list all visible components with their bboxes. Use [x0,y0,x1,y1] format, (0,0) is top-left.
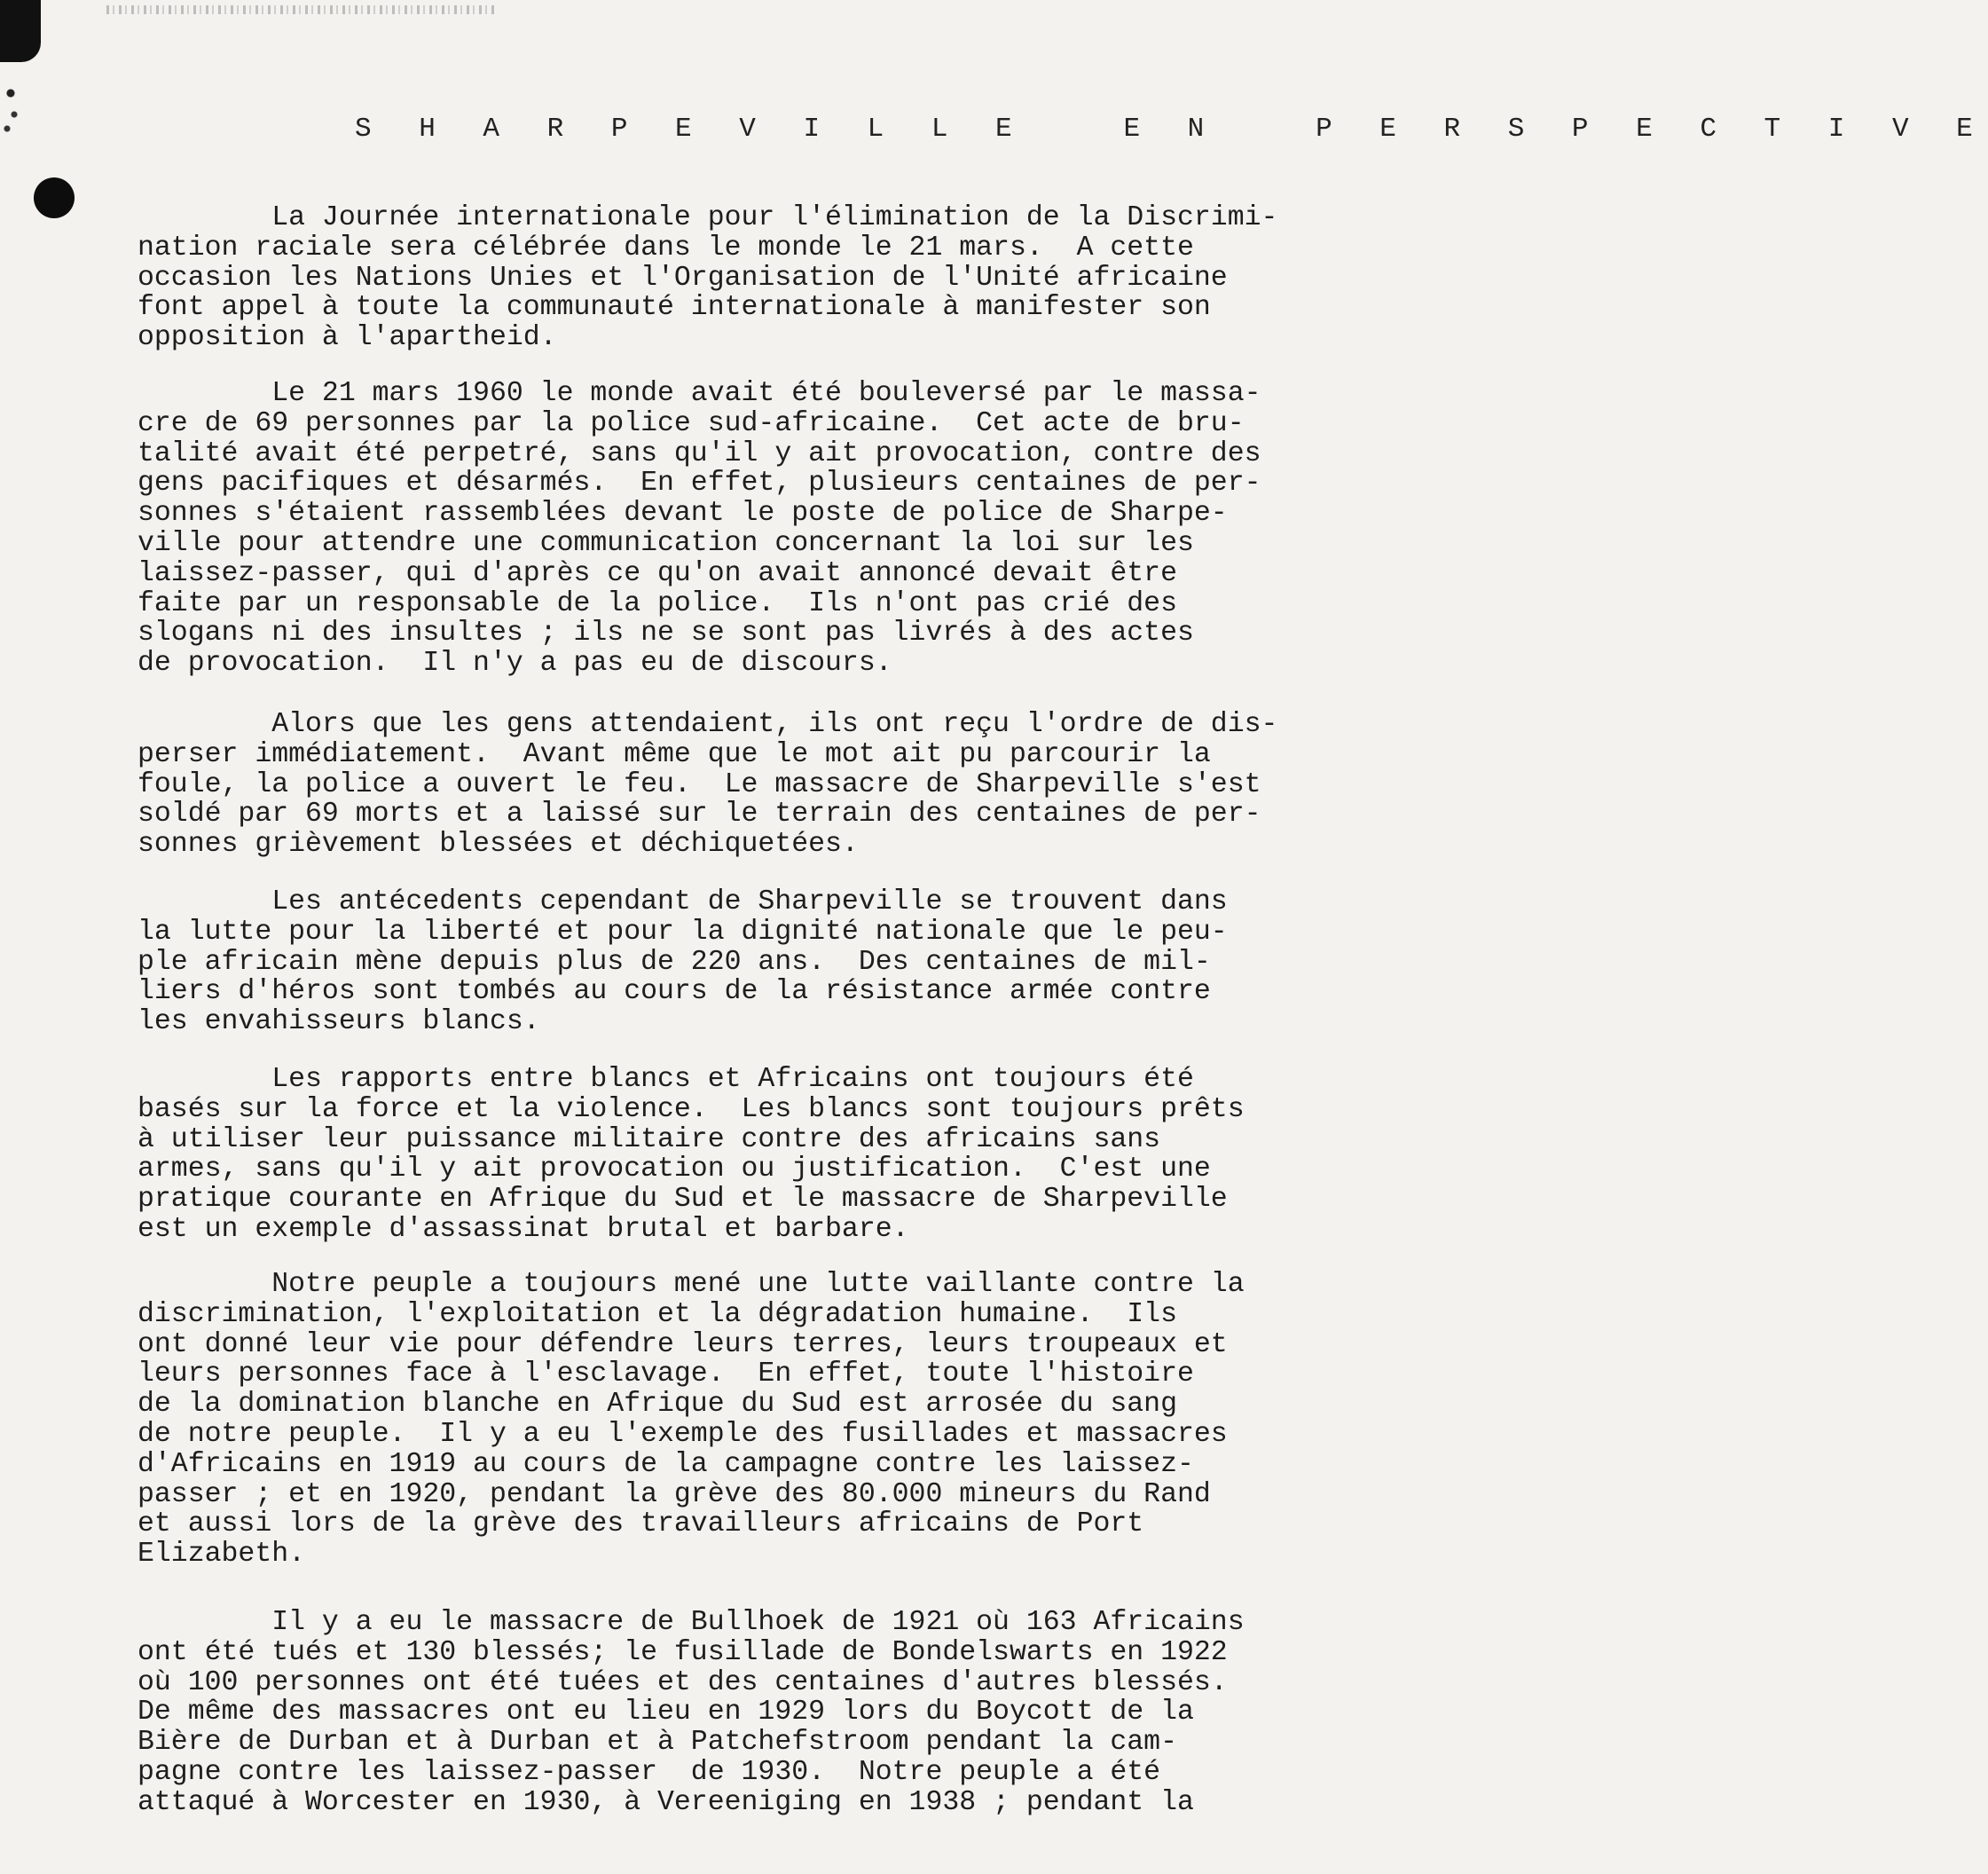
paragraph-line: De même des massacres ont eu lieu en 1929 lors du Boycott de la [138,1697,1194,1728]
punch-hole [34,177,75,218]
scan-artifact-strip [106,5,497,14]
paragraph-line: Le 21 mars 1960 le monde avait été bouleversé par le massa- [138,378,1261,409]
paragraph-line: opposition à l'apartheid. [138,322,557,354]
paragraph-line: où 100 personnes ont été tuées et des centaines d'autres blessés. [138,1666,1228,1698]
paragraph-line: attaqué à Worcester en 1930, à Vereeniging en 1938 ; pendant la [138,1786,1194,1818]
paragraph-1 [138,203,1379,353]
paragraph-line: ont été tués et 130 blessés; le fusillade de Bondelswarts en 1922 [138,1636,1228,1668]
paragraph-3 [138,710,1379,860]
paragraph-line: ont donné leur vie pour défendre leurs terres, leurs troupeaux et [138,1328,1228,1360]
paragraph-line: de la domination blanche en Afrique du Sud est arrosée du sang [138,1389,1177,1421]
paragraph-line: La Journée internationale pour l'élimination de la Discrimi- [138,202,1278,233]
paragraph-line: les envahisseurs blancs. [138,1006,540,1038]
paragraph-line: passer ; et en 1920, pendant la grève des 80.000 mineurs du Rand [138,1478,1211,1510]
paragraph-line: la lutte pour la liberté et pour la dignité nationale que le peu- [138,916,1228,948]
scan-artifact [0,0,41,62]
paragraph-line: Il y a eu le massacre de Bullhoek de 1921 où 163 Africains [138,1607,1245,1638]
paragraph-line: Les rapports entre blancs et Africains ont toujours été [138,1064,1194,1095]
paragraph-4 [138,887,1379,1037]
paragraph-line: de notre peuple. Il y a eu l'exemple des fusillades et massacres [138,1418,1228,1450]
paragraph-line: laissez-passer, qui d'après ce qu'on avait annoncé devait être [138,557,1177,589]
scan-artifact-dots [2,84,27,138]
paragraph-line: talité avait été perpetré, sans qu'il y ait provocation, contre des [138,437,1261,469]
paragraph-line: faite par un responsable de la police. Ils n'ont pas crié des [138,587,1177,619]
paragraph-line: Notre peuple a toujours mené une lutte vaillante contre la [138,1269,1245,1300]
paragraph-line: à utiliser leur puissance militaire contre des africains sans [138,1123,1161,1155]
paragraph-line: de provocation. Il n'y a pas eu de discours. [138,648,892,680]
paragraph-line: leurs personnes face à l'esclavage. En effet, toute l'histoire [138,1358,1194,1390]
paragraph-line: font appel à toute la communauté internationale à manifester son [138,292,1211,324]
paragraph-line: ville pour attendre une communication concernant la loi sur les [138,527,1194,559]
paragraph-line: pratique courante en Afrique du Sud et le massacre de Sharpeville [138,1184,1228,1216]
paragraph-line: armes, sans qu'il y ait provocation ou justification. C'est une [138,1154,1211,1185]
paragraph-line: soldé par 69 morts et a laissé sur le terrain des centaines de per- [138,799,1261,831]
paragraph-line: perser immédiatement. Avant même que le mot ait pu parcourir la [138,738,1211,770]
paragraph-line: sonnes grièvement blessées et déchiquetées. [138,829,859,861]
paragraph-line: d'Africains en 1919 au cours de la campagne contre les laissez- [138,1448,1194,1480]
paragraph-5 [138,1065,1379,1245]
paragraph-2 [138,379,1379,679]
paragraph-line: cre de 69 personnes par la police sud-africaine. Cet acte de bru- [138,407,1245,439]
paragraph-line: foule, la police a ouvert le feu. Le massacre de Sharpeville s'est [138,768,1261,800]
paragraph-line: slogans ni des insultes ; ils ne se sont pas livrés à des actes [138,618,1194,650]
paragraph-line: sonnes s'étaient rassemblées devant le poste de police de Sharpe- [138,498,1228,530]
paragraph-6 [138,1270,1379,1570]
paragraph-line: Bière de Durban et à Durban et à Patchefstroom pendant la cam- [138,1727,1177,1759]
paragraph-line: ple africain mène depuis plus de 220 ans. Des centaines de mil- [138,946,1211,978]
paragraph-line: Alors que les gens attendaient, ils ont reçu l'ordre de dis- [138,709,1278,740]
paragraph-line: pagne contre les laissez-passer de 1930. Notre peuple a été [138,1756,1161,1788]
document-title: S H A R P E V I L L E E N P E R S P E C T I V E [355,114,1988,145]
paragraph-line: gens pacifiques et désarmés. En effet, plusieurs centaines de per- [138,468,1261,500]
paragraph-7 [138,1608,1379,1818]
paragraph-line: et aussi lors de la grève des travailleurs africains de Port [138,1508,1144,1540]
paragraph-line: Les antécedents cependant de Sharpeville se trouvent dans [138,886,1228,917]
paragraph-line: liers d'héros sont tombés au cours de la résistance armée contre [138,976,1211,1008]
paragraph-line: discrimination, l'exploitation et la dégradation humaine. Ils [138,1298,1177,1330]
paragraph-line: nation raciale sera célébrée dans le monde le 21 mars. A cette [138,232,1194,264]
paragraph-line: basés sur la force et la violence. Les blancs sont toujours prêts [138,1093,1245,1125]
paragraph-line: est un exemple d'assassinat brutal et barbare. [138,1213,909,1245]
paragraph-line: occasion les Nations Unies et l'Organisation de l'Unité africaine [138,262,1228,294]
paragraph-line: Elizabeth. [138,1539,306,1571]
